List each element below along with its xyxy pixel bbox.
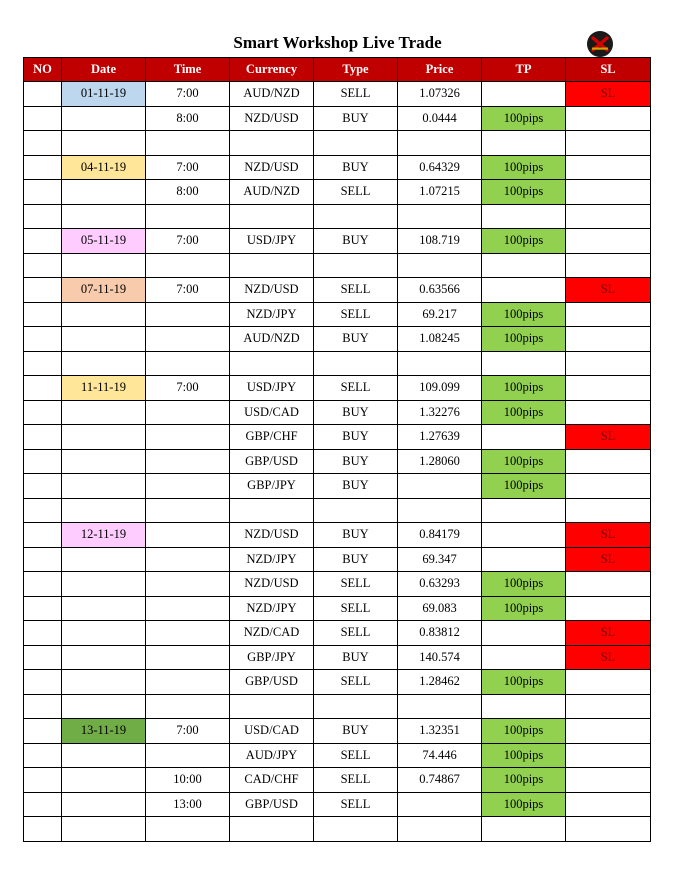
cell-date: [62, 425, 146, 450]
cell-no: [24, 82, 62, 107]
cell-no: [24, 817, 62, 842]
cell-type: SELL: [314, 376, 398, 401]
cell-currency: [230, 253, 314, 278]
cell-type: SELL: [314, 180, 398, 205]
cell-sl: [566, 743, 651, 768]
cell-tp: 100pips: [482, 792, 566, 817]
cell-currency: AUD/JPY: [230, 743, 314, 768]
cell-tp: 100pips: [482, 572, 566, 597]
trade-row: [24, 376, 651, 401]
cell-tp: [482, 621, 566, 646]
trade-row: [24, 229, 651, 254]
cell-time: [146, 621, 230, 646]
cell-date: [62, 572, 146, 597]
cell-time: 8:00: [146, 180, 230, 205]
cell-sl: [566, 719, 651, 744]
cell-type: [314, 498, 398, 523]
cell-date: [62, 180, 146, 205]
cell-tp: 100pips: [482, 155, 566, 180]
cell-price: 0.83812: [398, 621, 482, 646]
spacer-row: [24, 498, 651, 523]
cell-sl: [566, 449, 651, 474]
cell-sl: SL: [566, 278, 651, 303]
cell-price: 69.083: [398, 596, 482, 621]
cell-type: BUY: [314, 155, 398, 180]
cell-currency: [230, 498, 314, 523]
spacer-row: [24, 694, 651, 719]
cell-sl: SL: [566, 645, 651, 670]
cell-time: [146, 400, 230, 425]
trade-row: [24, 302, 651, 327]
cell-date: [62, 449, 146, 474]
cell-time: 8:00: [146, 106, 230, 131]
cell-type: BUY: [314, 449, 398, 474]
trade-table: [23, 57, 651, 842]
cell-no: [24, 351, 62, 376]
cell-tp: 100pips: [482, 302, 566, 327]
page-title: Smart Workshop Live Trade: [233, 33, 442, 52]
cell-type: BUY: [314, 400, 398, 425]
cell-date: [62, 302, 146, 327]
cell-date: [62, 768, 146, 793]
cell-price: [398, 253, 482, 278]
cell-time: 7:00: [146, 278, 230, 303]
cell-price: 1.28060: [398, 449, 482, 474]
cell-tp: 100pips: [482, 400, 566, 425]
cell-no: [24, 768, 62, 793]
cell-currency: GBP/JPY: [230, 645, 314, 670]
cell-type: SELL: [314, 278, 398, 303]
cell-time: [146, 204, 230, 229]
cell-no: [24, 596, 62, 621]
cell-date: 04-11-19: [62, 155, 146, 180]
cell-no: [24, 743, 62, 768]
cell-tp: [482, 425, 566, 450]
cell-time: [146, 474, 230, 499]
cell-sl: SL: [566, 547, 651, 572]
cell-sl: [566, 817, 651, 842]
cell-sl: SL: [566, 425, 651, 450]
cell-date: 07-11-19: [62, 278, 146, 303]
cell-sl: [566, 596, 651, 621]
cell-currency: GBP/CHF: [230, 425, 314, 450]
cell-tp: 100pips: [482, 768, 566, 793]
cell-type: SELL: [314, 82, 398, 107]
cell-no: [24, 547, 62, 572]
header-type: Type: [314, 58, 398, 82]
cell-price: 140.574: [398, 645, 482, 670]
trade-row: [24, 596, 651, 621]
cell-type: [314, 253, 398, 278]
cell-no: [24, 474, 62, 499]
cell-price: 1.27639: [398, 425, 482, 450]
cell-currency: NZD/USD: [230, 523, 314, 548]
cell-price: 1.07215: [398, 180, 482, 205]
cell-tp: 100pips: [482, 743, 566, 768]
cell-type: BUY: [314, 425, 398, 450]
cell-date: [62, 131, 146, 156]
cell-price: 1.07326: [398, 82, 482, 107]
cell-date: [62, 621, 146, 646]
trade-row: [24, 449, 651, 474]
cell-sl: [566, 768, 651, 793]
cell-currency: USD/CAD: [230, 719, 314, 744]
trade-row: [24, 82, 651, 107]
cell-date: 13-11-19: [62, 719, 146, 744]
brand-logo: [587, 31, 613, 57]
cell-no: [24, 719, 62, 744]
cell-type: BUY: [314, 719, 398, 744]
cell-date: [62, 474, 146, 499]
cell-no: [24, 180, 62, 205]
cell-sl: [566, 131, 651, 156]
cell-no: [24, 376, 62, 401]
cell-date: 12-11-19: [62, 523, 146, 548]
cell-price: 69.347: [398, 547, 482, 572]
cell-tp: [482, 694, 566, 719]
cell-time: 7:00: [146, 82, 230, 107]
cell-no: [24, 327, 62, 352]
cell-tp: [482, 645, 566, 670]
cell-time: 7:00: [146, 229, 230, 254]
cell-currency: NZD/JPY: [230, 596, 314, 621]
cell-currency: [230, 817, 314, 842]
cell-no: [24, 645, 62, 670]
cell-date: [62, 547, 146, 572]
cell-sl: SL: [566, 82, 651, 107]
cell-type: BUY: [314, 229, 398, 254]
cell-price: [398, 204, 482, 229]
cell-sl: [566, 327, 651, 352]
trade-row: [24, 792, 651, 817]
trade-row: [24, 180, 651, 205]
cell-currency: CAD/CHF: [230, 768, 314, 793]
cell-date: [62, 351, 146, 376]
cell-currency: NZD/USD: [230, 155, 314, 180]
cell-tp: [482, 351, 566, 376]
cell-no: [24, 400, 62, 425]
header-row: [24, 58, 651, 82]
cell-currency: GBP/USD: [230, 792, 314, 817]
spacer-row: [24, 131, 651, 156]
spacer-row: [24, 204, 651, 229]
cell-sl: [566, 229, 651, 254]
cell-sl: [566, 351, 651, 376]
cell-sl: [566, 302, 651, 327]
cell-tp: [482, 547, 566, 572]
cell-currency: AUD/NZD: [230, 180, 314, 205]
header-sl: SL: [566, 58, 651, 82]
cell-tp: 100pips: [482, 670, 566, 695]
cell-currency: [230, 131, 314, 156]
cell-type: [314, 351, 398, 376]
cell-price: 1.32351: [398, 719, 482, 744]
cell-price: [398, 351, 482, 376]
cell-type: SELL: [314, 621, 398, 646]
cell-time: [146, 645, 230, 670]
cell-type: BUY: [314, 523, 398, 548]
cell-date: [62, 204, 146, 229]
cell-date: [62, 792, 146, 817]
cell-no: [24, 278, 62, 303]
cell-date: [62, 327, 146, 352]
cell-type: BUY: [314, 327, 398, 352]
cell-tp: 100pips: [482, 449, 566, 474]
cell-time: [146, 131, 230, 156]
cell-no: [24, 425, 62, 450]
cell-type: SELL: [314, 596, 398, 621]
cell-tp: [482, 253, 566, 278]
trade-row: [24, 547, 651, 572]
cell-time: [146, 327, 230, 352]
cell-price: [398, 498, 482, 523]
trade-row: [24, 327, 651, 352]
cell-tp: 100pips: [482, 474, 566, 499]
header-price: Price: [398, 58, 482, 82]
cell-sl: [566, 253, 651, 278]
cell-tp: 100pips: [482, 180, 566, 205]
cell-date: [62, 498, 146, 523]
trade-row: [24, 670, 651, 695]
trade-row: [24, 425, 651, 450]
cell-tp: [482, 523, 566, 548]
cell-currency: USD/JPY: [230, 229, 314, 254]
cell-type: SELL: [314, 768, 398, 793]
cell-currency: GBP/USD: [230, 449, 314, 474]
cell-date: [62, 645, 146, 670]
cell-price: 1.08245: [398, 327, 482, 352]
cell-currency: NZD/USD: [230, 106, 314, 131]
cell-sl: [566, 155, 651, 180]
cell-tp: [482, 498, 566, 523]
cell-tp: 100pips: [482, 596, 566, 621]
spacer-row: [24, 253, 651, 278]
cell-time: [146, 547, 230, 572]
cell-time: 13:00: [146, 792, 230, 817]
trade-body: [24, 82, 651, 842]
cell-date: [62, 694, 146, 719]
cell-tp: [482, 817, 566, 842]
cell-type: SELL: [314, 792, 398, 817]
cell-no: [24, 449, 62, 474]
cell-sl: [566, 694, 651, 719]
cell-currency: USD/CAD: [230, 400, 314, 425]
cell-price: 69.217: [398, 302, 482, 327]
cell-sl: [566, 474, 651, 499]
cell-price: 0.63566: [398, 278, 482, 303]
cell-date: 11-11-19: [62, 376, 146, 401]
cell-sl: [566, 792, 651, 817]
cell-no: [24, 229, 62, 254]
cell-currency: NZD/CAD: [230, 621, 314, 646]
cell-currency: GBP/JPY: [230, 474, 314, 499]
cell-time: [146, 302, 230, 327]
cell-no: [24, 523, 62, 548]
cell-type: SELL: [314, 670, 398, 695]
cell-date: 05-11-19: [62, 229, 146, 254]
cell-type: [314, 204, 398, 229]
cell-currency: AUD/NZD: [230, 327, 314, 352]
cell-time: 7:00: [146, 155, 230, 180]
cell-currency: NZD/JPY: [230, 302, 314, 327]
cell-sl: [566, 498, 651, 523]
cell-sl: [566, 204, 651, 229]
cell-price: 0.0444: [398, 106, 482, 131]
cell-time: 7:00: [146, 376, 230, 401]
cell-time: [146, 351, 230, 376]
cell-type: BUY: [314, 474, 398, 499]
header-tp: TP: [482, 58, 566, 82]
cell-type: SELL: [314, 572, 398, 597]
cell-price: [398, 474, 482, 499]
cell-price: 108.719: [398, 229, 482, 254]
cell-sl: [566, 106, 651, 131]
cell-price: [398, 131, 482, 156]
trade-row: [24, 523, 651, 548]
cell-tp: 100pips: [482, 376, 566, 401]
cell-sl: SL: [566, 523, 651, 548]
cell-currency: NZD/USD: [230, 278, 314, 303]
cell-tp: [482, 82, 566, 107]
cell-type: [314, 694, 398, 719]
cell-currency: [230, 694, 314, 719]
cell-time: [146, 523, 230, 548]
cell-no: [24, 572, 62, 597]
cell-sl: SL: [566, 621, 651, 646]
cell-price: 1.28462: [398, 670, 482, 695]
cell-price: 74.446: [398, 743, 482, 768]
cell-date: [62, 253, 146, 278]
cell-tp: 100pips: [482, 327, 566, 352]
cell-type: SELL: [314, 302, 398, 327]
cell-type: BUY: [314, 106, 398, 131]
cell-time: [146, 694, 230, 719]
cell-no: [24, 792, 62, 817]
cell-time: 10:00: [146, 768, 230, 793]
cell-currency: USD/JPY: [230, 376, 314, 401]
cell-no: [24, 694, 62, 719]
cell-time: [146, 498, 230, 523]
trade-row: [24, 278, 651, 303]
cell-tp: 100pips: [482, 106, 566, 131]
header-time: Time: [146, 58, 230, 82]
cell-price: 0.84179: [398, 523, 482, 548]
cell-tp: 100pips: [482, 229, 566, 254]
cell-tp: 100pips: [482, 719, 566, 744]
cell-time: [146, 670, 230, 695]
cell-sl: [566, 376, 651, 401]
cell-tp: [482, 131, 566, 156]
trade-row: [24, 572, 651, 597]
cell-date: [62, 817, 146, 842]
cell-type: SELL: [314, 743, 398, 768]
cell-tp: [482, 278, 566, 303]
cell-no: [24, 302, 62, 327]
trade-row: [24, 719, 651, 744]
header-currency: Currency: [230, 58, 314, 82]
cell-no: [24, 106, 62, 131]
cell-price: 0.64329: [398, 155, 482, 180]
cell-time: [146, 743, 230, 768]
cell-no: [24, 253, 62, 278]
cell-type: BUY: [314, 645, 398, 670]
trade-row: [24, 155, 651, 180]
cell-no: [24, 204, 62, 229]
trade-row: [24, 621, 651, 646]
trade-row: [24, 743, 651, 768]
cell-price: [398, 694, 482, 719]
spacer-row: [24, 817, 651, 842]
trade-row: [24, 474, 651, 499]
header-no: NO: [24, 58, 62, 82]
cell-currency: AUD/NZD: [230, 82, 314, 107]
cell-time: [146, 425, 230, 450]
trade-row: [24, 400, 651, 425]
spacer-row: [24, 351, 651, 376]
cell-sl: [566, 572, 651, 597]
cell-no: [24, 155, 62, 180]
cell-time: [146, 817, 230, 842]
cell-no: [24, 670, 62, 695]
cell-currency: NZD/JPY: [230, 547, 314, 572]
cell-no: [24, 131, 62, 156]
cell-price: 0.63293: [398, 572, 482, 597]
cell-date: [62, 400, 146, 425]
cell-price: 109.099: [398, 376, 482, 401]
trade-row: [24, 645, 651, 670]
cell-sl: [566, 400, 651, 425]
cell-price: 0.74867: [398, 768, 482, 793]
cell-date: [62, 743, 146, 768]
cell-time: [146, 596, 230, 621]
cell-time: [146, 449, 230, 474]
cell-date: 01-11-19: [62, 82, 146, 107]
cell-price: [398, 817, 482, 842]
trade-row: [24, 106, 651, 131]
cell-time: 7:00: [146, 719, 230, 744]
cell-sl: [566, 670, 651, 695]
cell-date: [62, 670, 146, 695]
cell-no: [24, 498, 62, 523]
cell-type: [314, 817, 398, 842]
cell-currency: GBP/USD: [230, 670, 314, 695]
cell-type: BUY: [314, 547, 398, 572]
cell-no: [24, 621, 62, 646]
cell-date: [62, 106, 146, 131]
trade-row: [24, 768, 651, 793]
cell-price: 1.32276: [398, 400, 482, 425]
cell-time: [146, 572, 230, 597]
header-date: Date: [62, 58, 146, 82]
cell-time: [146, 253, 230, 278]
cell-tp: [482, 204, 566, 229]
cell-currency: NZD/USD: [230, 572, 314, 597]
cell-currency: [230, 351, 314, 376]
cell-sl: [566, 180, 651, 205]
cell-price: [398, 792, 482, 817]
cell-date: [62, 596, 146, 621]
cell-type: [314, 131, 398, 156]
cell-currency: [230, 204, 314, 229]
